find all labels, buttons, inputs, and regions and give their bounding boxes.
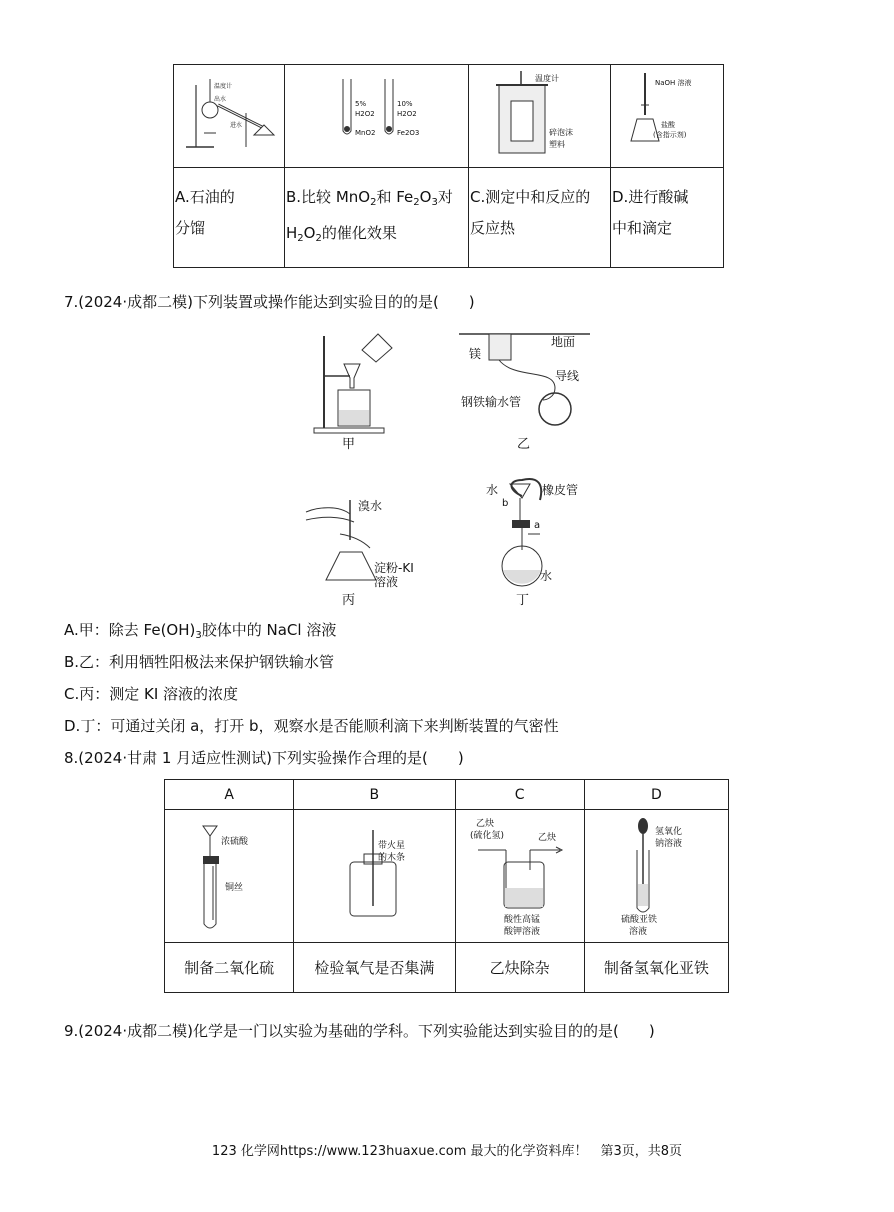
fig-8c-label-3: 酸性高锰 — [503, 915, 540, 925]
fig-a-label-0: 温度计 — [214, 83, 233, 90]
q6-option-d-line2: 中和滴定 — [612, 219, 673, 237]
q6-option-c-line2: 反应热 — [470, 219, 516, 237]
fig-ding-label-4: 水 — [540, 569, 553, 583]
fig-a-label-2: 进水 — [230, 122, 243, 129]
fig-8c-label-1: (硫化氢) — [469, 831, 504, 841]
fig-8d-label-2: 硫酸亚铁 — [620, 915, 657, 925]
q7-figure-bing — [300, 476, 440, 608]
fig-ding-caption: 丁 — [516, 593, 530, 608]
fig-8c-label-4: 酸钾溶液 — [503, 927, 540, 937]
q6-option-c-line1: C.测定中和反应的 — [470, 188, 591, 206]
fig-8b-label-1: 的木条 — [378, 853, 406, 863]
fig-bing-label-1: 淀粉-KI — [374, 561, 414, 575]
q8-caption-d: 制备氢氧化亚铁 — [584, 943, 728, 993]
catalyst-test-tubes-image — [285, 65, 468, 163]
distillation-apparatus-image — [174, 65, 284, 163]
q7-figure-yi — [455, 328, 595, 450]
calorimeter-image — [469, 65, 610, 163]
fig-bing-caption: 丙 — [342, 593, 356, 608]
gas-washing-bottle-image — [456, 810, 584, 938]
fig-8d-label-3: 溶液 — [628, 927, 647, 937]
fig-8a-label-1: 铜丝 — [225, 883, 244, 893]
fig-yi-label-2: 导线 — [555, 369, 580, 383]
fig-b-label-1: H2O2 — [355, 110, 375, 118]
fig-ding-label-3: a — [534, 520, 541, 531]
q8-caption-b: 检验氧气是否集满 — [294, 943, 455, 993]
q6-figure-d — [611, 65, 724, 168]
q6-option-a — [174, 168, 285, 268]
fig-d-label-1: 盐酸 — [661, 121, 675, 129]
fig-8b-label-0: 带火星 — [378, 841, 406, 851]
so2-apparatus-image — [165, 810, 293, 938]
q6-figure-a — [174, 65, 285, 168]
fig-bing-label-0: 溴水 — [358, 499, 383, 513]
oxygen-bottle-image — [294, 810, 454, 938]
q6-figure-c — [469, 65, 611, 168]
q8-header-b: B — [294, 780, 455, 810]
q7-option-b: B.乙：利用牺牲阳极法来保护钢铁输水管 — [64, 653, 335, 671]
q8-figure-d — [584, 810, 728, 943]
q6-option-c — [469, 168, 611, 268]
fig-ding-label-0: 水 — [486, 483, 499, 497]
fig-ding-label-2: 橡皮管 — [542, 483, 579, 497]
q8-options-table — [164, 779, 729, 993]
fig-jia-caption: 甲 — [342, 437, 356, 450]
fig-yi-label-0: 镁 — [469, 347, 482, 361]
fig-c-label-2: 塑料 — [549, 140, 565, 149]
fig-b-label-4: H2O2 — [397, 110, 417, 118]
q7-stem: 7.(2024·成都二模)下列装置或操作能达到实验目的的是( ) — [64, 293, 475, 311]
q7-figure-ding — [478, 470, 598, 608]
fig-c-label-0: 温度计 — [535, 74, 559, 83]
q6-figure-b — [285, 65, 469, 168]
q8-caption-a: 制备二氧化硫 — [165, 943, 294, 993]
q6-option-d-line1: D.进行酸碱 — [612, 188, 689, 206]
fig-bing-label-2: 溶液 — [374, 575, 399, 589]
fig-b-label-5: Fe2O3 — [397, 129, 420, 137]
q6-option-d — [611, 168, 724, 268]
q7-option-d: D.丁：可通过关闭 a，打开 b，观察水是否能顺利滴下来判断装置的气密性 — [64, 717, 559, 735]
q8-figure-c — [455, 810, 584, 943]
q8-header-c: C — [455, 780, 584, 810]
fig-b-label-2: MnO2 — [355, 129, 376, 137]
q8-stem: 8.(2024·甘肃 1 月适应性测试)下列实验操作合理的是( ) — [64, 749, 464, 767]
q7-figure-jia — [310, 328, 420, 450]
q8-figure-b — [294, 810, 455, 943]
fig-yi-label-3: 钢铁输水管 — [461, 395, 522, 409]
fig-b-label-0: 5% — [355, 100, 367, 108]
q8-header-a: A — [165, 780, 294, 810]
fig-c-label-1: 碎泡沫 — [549, 128, 573, 137]
q6-option-b — [285, 168, 469, 268]
q6-option-a-line1: A.石油的 — [175, 188, 235, 206]
fig-yi-caption: 乙 — [517, 437, 531, 450]
page-footer: 123 化学网https://www.123huaxue.com 最大的化学资料库！ 第3页，共8页 — [211, 1144, 683, 1159]
fig-8a-label-0: 浓硫酸 — [221, 837, 249, 847]
fig-a-label-1: 出水 — [214, 96, 227, 103]
fig-8c-label-0: 乙炔 — [475, 819, 494, 829]
q6-options-table — [173, 64, 724, 268]
q9-stem: 9.(2024·成都二模)化学是一门以实验为基础的学科。下列实验能达到实验目的的是( ) — [64, 1022, 655, 1040]
fig-8d-label-0: 氢氧化 — [654, 827, 682, 837]
titration-image — [611, 65, 723, 163]
dropper-tube-image — [585, 810, 728, 938]
q7-option-c: C.丙：测定 KI 溶液的浓度 — [64, 685, 239, 703]
fig-8d-label-1: 钠溶液 — [654, 839, 682, 849]
q7-option-a: A.甲：除去 $Fe(OH)_3$胶体中的 NaCl 溶液 — [64, 621, 337, 641]
q8-figure-a — [165, 810, 294, 943]
fig-8c-label-2: 乙炔 — [537, 833, 556, 843]
q6-option-a-line2: 分馏 — [175, 219, 206, 237]
fig-ding-label-1: b — [502, 498, 509, 509]
q8-header-d: D — [584, 780, 728, 810]
q8-caption-c: 乙炔除杂 — [455, 943, 584, 993]
fig-d-label-2: (含指示剂) — [653, 131, 687, 139]
q6-option-b-line1: B.比较 MnO$_2$和 $Fe_2O_3$对 — [286, 188, 453, 208]
fig-d-label-0: NaOH 溶液 — [655, 79, 692, 87]
fig-yi-label-1: 地面 — [551, 335, 576, 349]
fig-b-label-3: 10% — [397, 100, 413, 108]
q6-option-b-line2: $H_2O_2$的催化效果 — [286, 224, 397, 244]
